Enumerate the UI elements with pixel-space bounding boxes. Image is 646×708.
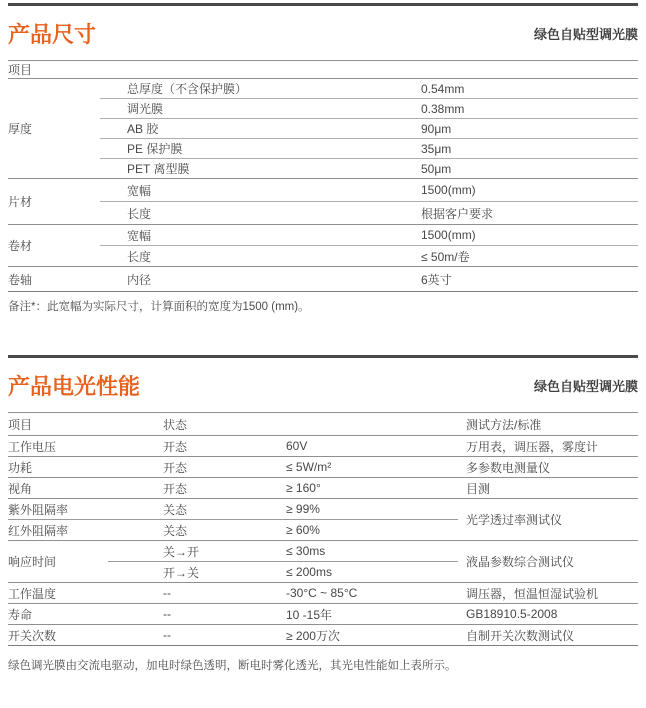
spec-name: 宽幅 [127,183,152,198]
product-name-label: 绿色自贴型调光膜 [533,26,638,42]
merged-method-cell: 液晶参数综合测试仪 [466,555,575,569]
row-value: ≤ 5W/m² [286,460,332,474]
row-value: 60V [286,439,308,453]
table-row [100,201,638,224]
section-header [8,358,638,412]
table-row [8,435,638,456]
table-row [100,245,638,266]
merged-middle [108,541,458,582]
column-header-method: 测试方法/标准 [466,417,542,432]
group-rows [100,79,638,178]
row-item: 寿命 [8,607,33,622]
table-row [100,267,638,291]
group-rows [100,179,638,224]
dimensions-table [8,60,638,292]
spec-value: 90μm [421,121,452,136]
group-thickness [8,79,638,179]
spec-name: 宽幅 [127,228,152,243]
column-header-item: 项目 [8,417,33,432]
merged-left [8,499,458,540]
spec-name: PE 保护膜 [127,142,183,156]
merged-method-cell: 光学透过率测试仪 [466,513,563,527]
table-row [8,603,638,624]
row-item: 工作电压 [8,439,57,454]
row-state: 关态 [163,502,188,517]
performance-table [8,412,638,646]
footnote: 绿色调光膜由交流电驱动，加电时绿色透明，断电时雾化透光，其光电性能如上表所示。 [8,660,457,672]
performance-table-header [8,413,638,435]
table-row [100,138,638,158]
row-method: 自制开关次数测试仪 [466,628,575,643]
row-item: 视角 [8,481,33,496]
table-row [8,582,638,603]
row-state: 开态 [163,481,188,496]
table-row [100,118,638,138]
group-label: 卷材 [8,239,33,253]
table-row [8,456,638,477]
row-state: -- [163,586,171,600]
row-state: 关→开 [163,544,200,559]
row-state: 开态 [163,460,188,475]
table-row [8,477,638,498]
group-roll [8,225,638,267]
table-row [100,158,638,178]
spec-value: 0.54mm [421,81,465,96]
row-value: ≥ 60% [286,523,320,537]
row-item: 工作温度 [8,586,57,601]
spec-value: 0.38mm [421,101,465,116]
table-row [8,519,458,540]
row-value: ≤ 30ms [286,544,326,558]
table-row [100,98,638,118]
spec-value: 6英寸 [421,272,452,287]
spec-name: 长度 [127,206,152,221]
spec-value: 根据客户要求 [421,206,494,221]
row-method: 万用表，调压器，雾度计 [466,439,599,454]
table-row [100,79,638,98]
dimensions-table-header [8,61,638,79]
merged-rows-optical [8,498,638,540]
table-row [8,499,458,519]
row-state: -- [163,628,171,642]
row-item: 红外阻隔率 [8,523,69,538]
product-name-label: 绿色自贴型调光膜 [533,378,638,394]
spec-name: 长度 [127,249,152,264]
section-product-dimensions [8,3,638,314]
group-rows [100,225,638,266]
group-label: 卷轴 [8,272,33,287]
spec-name: 总厚度（不含保护膜） [127,82,248,96]
row-value: -30°C ~ 85°C [286,586,358,600]
row-value: ≥ 99% [286,502,320,516]
merged-rows-response-time [8,540,638,582]
group-sheet [8,179,638,225]
row-item: 功耗 [8,460,33,475]
spec-value: 1500(mm) [421,183,476,197]
table-row [108,541,458,561]
group-reel [8,267,638,291]
row-method: 目测 [466,481,491,496]
row-state: 开→关 [163,565,200,580]
section-title: 产品尺寸 [8,21,97,47]
spec-value: ≤ 50m/卷 [421,249,470,264]
row-item: 紫外阻隔率 [8,502,69,517]
row-state: 开态 [163,439,188,454]
row-item: 开关次数 [8,628,57,643]
spec-value: 35μm [421,141,452,156]
section-electro-optical-performance [8,355,638,673]
group-label: 片材 [8,195,33,209]
spec-name: PET 离型膜 [127,162,190,176]
table-row [100,225,638,245]
row-value: 10 -15年 [286,607,333,622]
section-header [8,6,638,60]
group-rows [100,267,638,291]
spec-name: 调光膜 [127,102,164,116]
row-value: ≤ 200ms [286,565,332,579]
row-value: ≥ 160° [286,481,321,495]
section-title: 产品电光性能 [8,373,141,399]
group-label: 厚度 [8,122,33,136]
row-method: 调压器，恒温恒湿试验机 [466,586,599,601]
column-header-item: 项目 [8,63,33,77]
spec-value: 50μm [421,161,452,176]
footnote: 备注*：此宽幅为实际尺寸，计算面积的宽度为1500 (mm)。 [8,301,310,313]
table-row [8,624,638,645]
merged-item-cell: 响应时间 [8,555,57,569]
row-value: ≥ 200万次 [286,628,340,643]
spec-name: 内径 [127,272,152,287]
row-method: 多参数电测量仪 [466,460,551,475]
table-row [100,179,638,201]
column-header-state: 状态 [163,417,188,432]
table-row [108,561,458,582]
row-method: GB18910.5-2008 [466,607,558,621]
row-state: 关态 [163,523,188,538]
spec-name: AB 胶 [127,122,159,136]
spec-value: 1500(mm) [421,228,476,242]
row-state: -- [163,607,171,621]
